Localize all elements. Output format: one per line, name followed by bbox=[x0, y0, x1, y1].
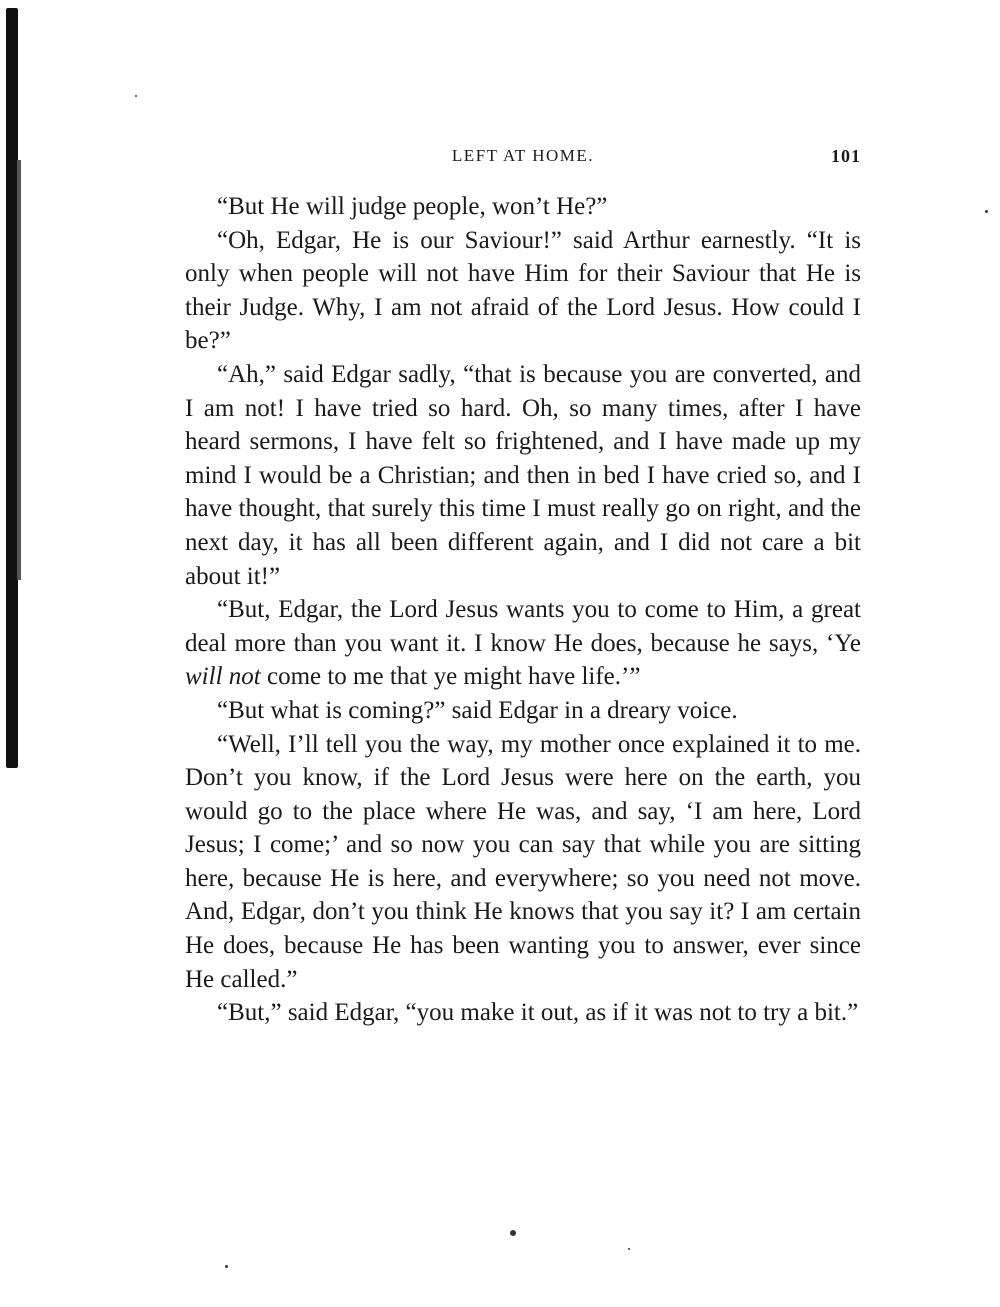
paragraph-text: come to me that ye might have life.’” bbox=[260, 663, 641, 691]
page-binding-shadow bbox=[17, 160, 21, 580]
paragraph: “But,” said Edgar, “you make it out, as if it was not to try a bit.” bbox=[217, 999, 859, 1027]
page-header bbox=[185, 146, 861, 170]
paragraph: “Ah,” said Edgar sadly, “that is because you are converted, and I am not! I have tried so hard. Oh, so many times, after I have heard sermons, I have felt so frightened, and I have made up my mind I would be a Christian; and then in bed I have cried so, and I have thought, that surely this time I must really go on right, and the next day, it has all been different again, and I did not care a bit about it!” bbox=[185, 360, 861, 590]
paragraph-text: “But, Edgar, the Lord Jesus wants you to come to Him, a great deal more than you want it. I know He does, because he says, ‘Ye bbox=[185, 596, 861, 657]
scan-speck bbox=[225, 1265, 228, 1268]
paragraph: “Oh, Edgar, He is our Saviour!” said Arthur earnestly. “It is only when people will not have Him for their Saviour that He is their Judge. Why, I am not afraid of the Lord Jesus. How could I be?” bbox=[185, 226, 861, 355]
paragraph bbox=[185, 593, 861, 694]
page-number: 101 bbox=[831, 146, 861, 166]
paragraph: “But He will judge people, won’t He?” bbox=[217, 193, 608, 220]
scan-speck bbox=[510, 1230, 516, 1236]
scan-speck bbox=[628, 1248, 630, 1250]
scan-speck bbox=[135, 95, 137, 97]
running-head: LEFT AT HOME. bbox=[451, 146, 595, 165]
emphasized-text: will not bbox=[185, 663, 261, 691]
scan-speck bbox=[985, 210, 988, 213]
paragraph: “Well, I’ll tell you the way, my mother once explained it to me. Don’t you know, if the Lord Jesus were here on the earth, you would go to the place where He was, and say, ‘I am here, Lord Jesus; I come;’ and so now you can say that while you are sitting here, because He is here, and everywhere; so you need not move. And, Edgar, don’t you think He knows that you say it? I am certain He does, because He has been wanting you to answer, ever since He called.” bbox=[185, 730, 861, 993]
body-text bbox=[185, 190, 861, 1030]
paragraph: “But what is coming?” said Edgar in a dreary voice. bbox=[217, 696, 738, 724]
